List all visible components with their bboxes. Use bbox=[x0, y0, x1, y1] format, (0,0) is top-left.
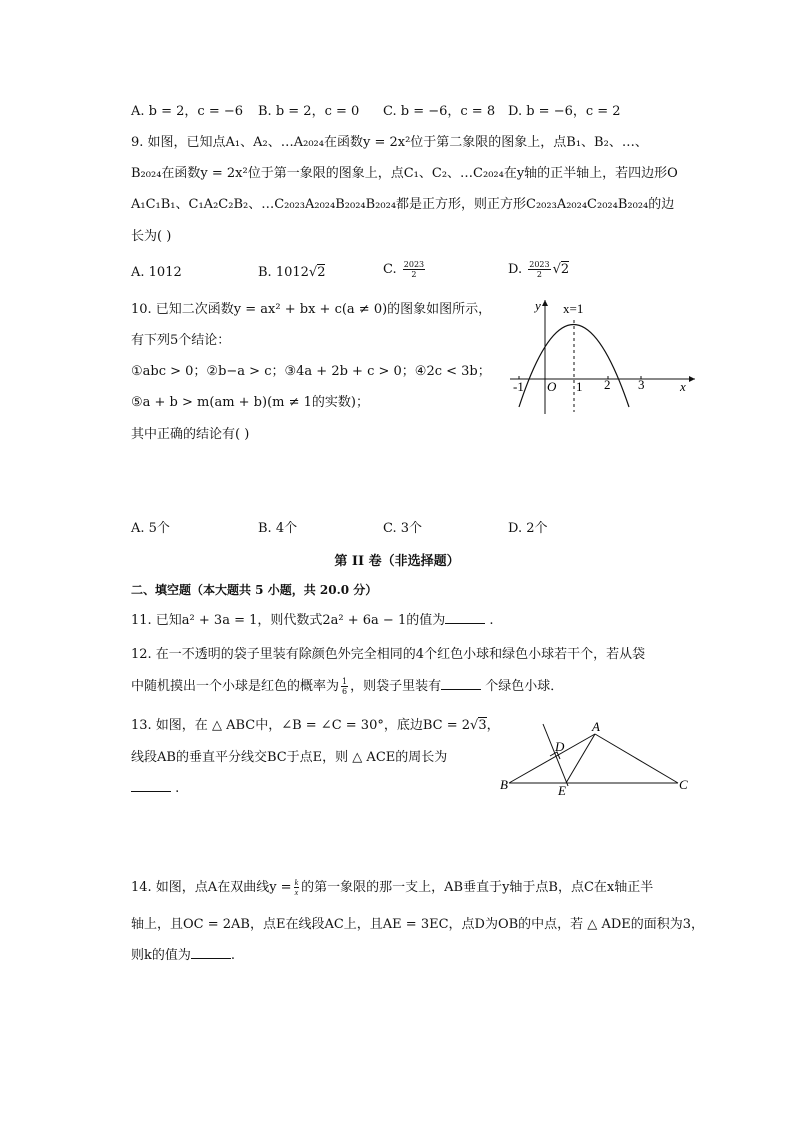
q14-text-c: 则k的值为 bbox=[131, 948, 191, 963]
q12-answer-blank[interactable] bbox=[441, 677, 481, 690]
q14-text-a: 14. 如图，点A在双曲线y = bbox=[131, 880, 292, 895]
symmetry-axis-label: x=1 bbox=[563, 301, 584, 316]
q11-line bbox=[131, 611, 493, 631]
q13-radicand: 3 bbox=[478, 718, 487, 733]
q13-answer-blank[interactable] bbox=[131, 779, 171, 792]
q14-line-1 bbox=[131, 878, 653, 898]
q14-answer-blank[interactable] bbox=[191, 946, 231, 959]
tick-label-3: 3 bbox=[638, 377, 645, 392]
segment-ae bbox=[566, 734, 595, 783]
q13-period: . bbox=[171, 781, 180, 796]
q8-option-b: B. b = 2，c = 0 bbox=[258, 104, 360, 119]
q10-option-b: B. 4个 bbox=[258, 521, 298, 536]
point-b-label: B bbox=[500, 777, 508, 792]
q9-line-1: 9. 如图，已知点A₁、A₂、…A₂₀₂₄在函数y = 2x²位于第二象限的图象上，点B₁、B₂、…、 bbox=[131, 135, 648, 150]
tick-label-2: 2 bbox=[604, 377, 611, 392]
q10-line-4: ⑤a + b > m(am + b)(m ≠ 1的实数)； bbox=[131, 395, 369, 410]
q12-text-a: 中随机摸出一个小球是红色的概率为 bbox=[131, 679, 340, 694]
q9-option-a: A. 1012 bbox=[131, 265, 182, 280]
y-axis-label: y bbox=[535, 298, 541, 313]
q10-option-d: D. 2个 bbox=[508, 521, 548, 536]
point-a-label: A bbox=[592, 719, 600, 734]
q14-line-3 bbox=[131, 946, 235, 966]
q14-text-b: 的第一象限的那一支上，AB垂直于y轴于点B，点C在x轴正半 bbox=[301, 880, 654, 895]
q11-period: . bbox=[485, 613, 494, 628]
q9-line-2: B₂₀₂₄在函数y = 2x²位于第一象限的图象上，点C₁、C₂、…C₂₀₂₄在y轴的正半轴上，若四边形O bbox=[131, 166, 678, 181]
q8-option-d: D. b = −6，c = 2 bbox=[508, 104, 621, 119]
q10-line-3: ①abc > 0；②b−a > c；③4a + 2b + c > 0；④2c < 3b； bbox=[131, 364, 491, 379]
q9-option-c-fraction: $\frac{2023}{2}$ bbox=[403, 260, 425, 279]
q12-line-2 bbox=[131, 677, 563, 697]
q12-text-b: ，则袋子里装有 bbox=[350, 679, 442, 694]
q13-comma: ， bbox=[486, 718, 500, 733]
q14-fraction: $\frac{k}{x}$ bbox=[294, 878, 299, 897]
segment-ab bbox=[509, 734, 595, 783]
point-c-label: C bbox=[679, 777, 688, 792]
sqrt-symbol: √ bbox=[470, 718, 479, 733]
q9-option-d-fraction: $\frac{2023}{2}$ bbox=[529, 260, 550, 279]
q9-option-d-radicand: 2 bbox=[560, 262, 570, 277]
q9-option-b bbox=[258, 263, 325, 283]
section-2-heading: 二、填空题（本大题共 5 小题，共 20.0 分） bbox=[131, 583, 378, 597]
sqrt-symbol: √ bbox=[308, 265, 318, 280]
q9-option-c bbox=[383, 260, 427, 280]
q9-option-d bbox=[508, 260, 569, 280]
perpendicular-bisector bbox=[543, 724, 568, 786]
q12-fraction: $\frac{1}{6}$ bbox=[342, 677, 348, 696]
q14-line-2: 轴上，且OC = 2AB，点E在线段AC上，且AE = 3EC，点D为OB的中点，若 △ ADE的面积为3， bbox=[131, 917, 705, 932]
q13-text: 13. 如图，在 △ ABC中，∠B = ∠C = 30°，底边BC = 2 bbox=[131, 718, 471, 733]
q10-option-a: A. 5个 bbox=[131, 521, 170, 536]
q13-line-1 bbox=[131, 716, 500, 736]
q9-option-c-label: C. bbox=[383, 262, 397, 277]
x-axis-label: x bbox=[680, 379, 686, 394]
point-e-label: E bbox=[558, 783, 566, 798]
part-2-title: 第 II 卷（非选择题） bbox=[334, 554, 460, 569]
q9-option-b-radicand: 2 bbox=[317, 265, 326, 280]
q8-option-a: A. b = 2，c = −6 bbox=[131, 104, 244, 119]
q13-line-2: 线段AB的垂直平分线交BC于点E，则 △ ACE的周长为 bbox=[131, 750, 448, 765]
q10-option-c: C. 3个 bbox=[383, 521, 423, 536]
q8-option-c: C. b = −6，c = 8 bbox=[383, 104, 496, 119]
q9-line-3: A₁C₁B₁、C₁A₂C₂B₂、…C₂₀₂₃A₂₀₂₄B₂₀₂₄B₂₀₂₄都是正方形，则正方形C₂₀₂₃A₂₀₂₄C₂₀₂₄B₂₀₂₄的边 bbox=[131, 197, 675, 212]
tick-label-neg1: -1 bbox=[513, 379, 524, 394]
q9-line-4: 长为( ) bbox=[131, 229, 172, 244]
sqrt-symbol: √ bbox=[552, 262, 561, 277]
origin-label: O bbox=[547, 379, 557, 394]
q9-option-d-label: D. bbox=[508, 262, 523, 277]
point-d-label: D bbox=[555, 739, 565, 754]
q11-answer-blank[interactable] bbox=[445, 611, 485, 624]
q10-line-2: 有下列5个结论： bbox=[131, 333, 231, 348]
q13-line-3 bbox=[131, 779, 179, 799]
tick-label-1: 1 bbox=[576, 379, 583, 394]
q12-text-c: 个绿色小球． bbox=[481, 679, 564, 694]
q13-triangle-figure bbox=[495, 716, 705, 801]
q14-period: . bbox=[230, 948, 236, 963]
segment-ac bbox=[595, 734, 678, 783]
q10-parabola-figure bbox=[505, 292, 705, 417]
q11-text: 11. 已知a² + 3a = 1，则代数式2a² + 6a − 1的值为 bbox=[131, 613, 446, 628]
q10-line-1: 10. 已知二次函数y = ax² + bx + c(a ≠ 0)的图象如图所示， bbox=[131, 302, 492, 317]
q12-line-1: 12. 在一不透明的袋子里装有除颜色外完全相同的4个红色小球和绿色小球若干个，若从袋 bbox=[131, 647, 646, 662]
q10-line-5: 其中正确的结论有( ) bbox=[131, 427, 250, 442]
q9-option-b-text: B. 1012 bbox=[258, 265, 309, 280]
